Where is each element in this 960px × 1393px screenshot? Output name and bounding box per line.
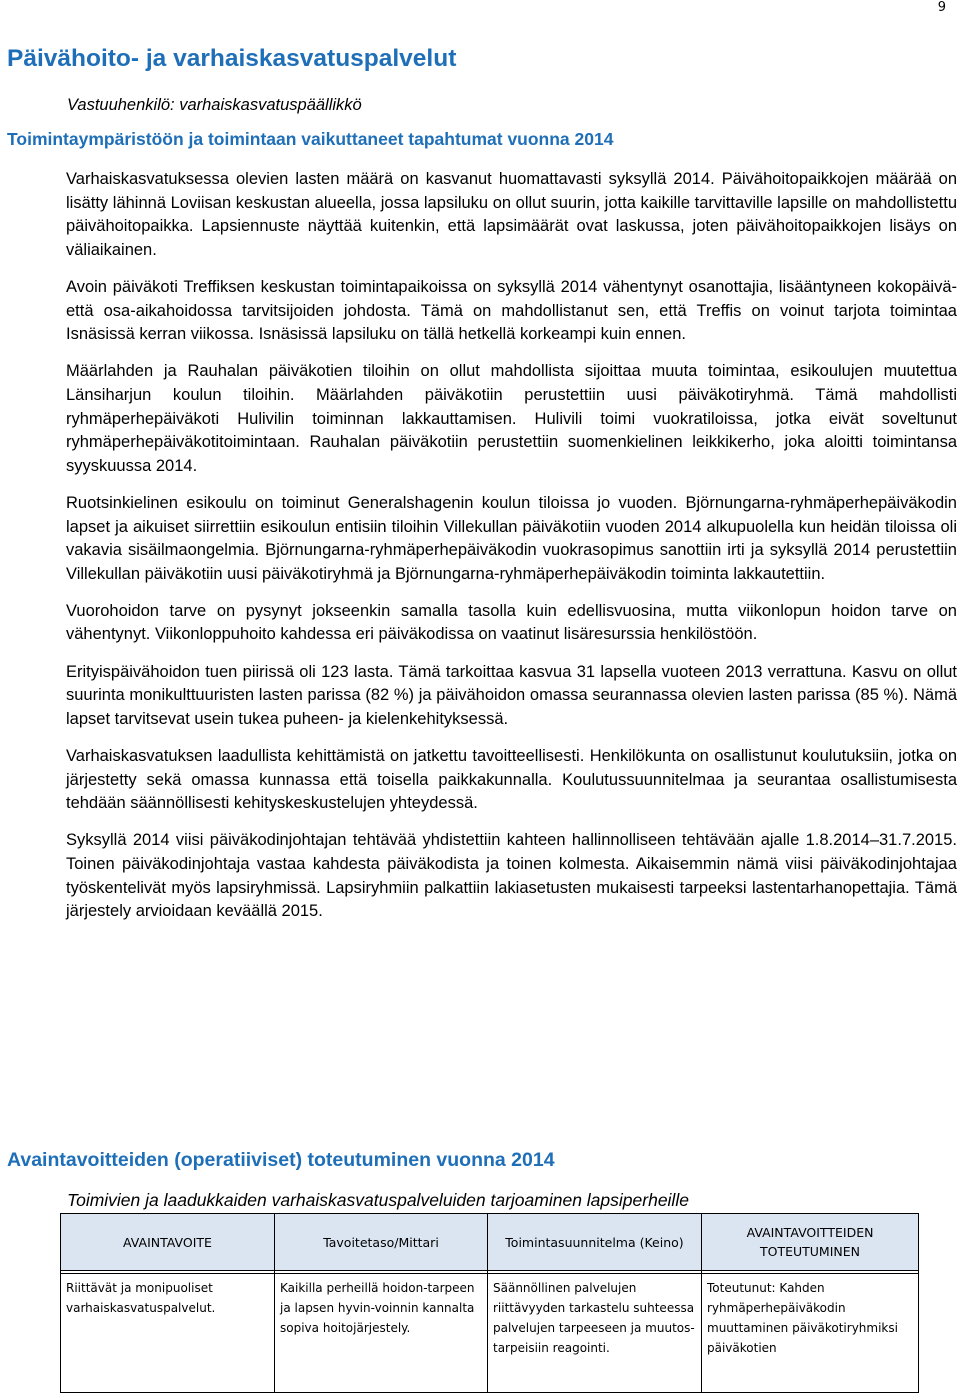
table-header-row (61, 1214, 919, 1271)
table-cell: Kaikilla perheillä hoidon-tarpeen ja lapsen hyvin-voinnin kannalta sopiva hoitojärjestely. (275, 1274, 488, 1393)
table-cell: Riittävät ja monipuoliset varhaiskasvatuspalvelut. (61, 1274, 275, 1393)
paragraph: Varhaiskasvatuksen laadullista kehittämistä on jatkettu tavoitteellisesti. Henkilökunta on osallistunut koulutuksiin, jotka on järjestetty sekä omassa kunnassa että toisella paikkakunnalla. Koulutussuunnitelmaa ja seurantaa osallistumisesta tehdään säännöllisesti kehityskeskustelujen yhteydessä. (66, 747, 957, 813)
table-cell: Toteutunut: Kahden ryhmäperhepäiväkodin muuttaminen päiväkotiryhmiksi päiväkotien (702, 1274, 919, 1393)
section-heading-environment: Toimintaympäristöön ja toimintaan vaikuttaneet tapahtumat vuonna 2014 (7, 129, 614, 149)
page-number: 9 (937, 0, 946, 15)
paragraph: Avoin päiväkoti Treffiksen keskustan toimintapaikoissa on syksyllä 2014 vähentynyt osanottajia, lisääntyneen kokopäivä- että osa-aikahoidossa tarvitsijoiden johdosta. Tämä on mahdollistanut sen, että Treffis on voinut tarjota toimintaa Isnäsissä kerran viikossa. Isnäsissä lapsiluku on tällä hetkellä korkeampi kuin ennen. (66, 277, 957, 344)
section-heading-goals: Avaintavoitteiden (operatiiviset) toteutuminen vuonna 2014 (7, 1149, 555, 1171)
table-cell: Säännöllinen palvelujen riittävyyden tarkastelu suhteessa palvelujen tarpeeseen ja muutos-tarpeisiin reagointi. (488, 1274, 702, 1393)
table-header-cell: AVAINTAVOITTEIDEN TOTEUTUMINEN (702, 1214, 919, 1271)
paragraph: Syksyllä 2014 viisi päiväkodinjohtajan tehtävää yhdistettiin kahteen hallinnolliseen tehtävään ajalle 1.8.2014–31.7.2015. Toinen päiväkodinjohtaja vastaa kahdesta päiväkodista ja toinen kolmesta. Aikaisemmin nämä viisi päiväkodinjohtajaa työskentelivät myös lapsiryhmissä. Lapsiryhmiin palkattiin lakiasetusten mukaisesti tarpeeksi lastentarhanopettajia. Tämä järjestely arvioidaan keväällä 2015. (66, 831, 957, 921)
table-row (61, 1274, 919, 1393)
section-subheading: Toimivien ja laadukkaiden varhaiskasvatuspalveluiden tarjoaminen lapsiperheille (67, 1190, 689, 1210)
paragraph: Erityispäivähoidon tuen piirissä oli 123 lasta. Tämä tarkoittaa kasvua 31 lapsella vuoteen 2013 verrattuna. Kasvu on ollut suurinta monikulttuuristen lasten parissa (82 %) ja päivähoidon omassa seurannassa olevien lasten parissa (85 %). Nämä lapset tarvitsevat usein tukea puheen- ja kielenkehityksessä. (66, 662, 957, 728)
table-header-cell: Tavoitetaso/Mittari (275, 1214, 488, 1271)
paragraph: Määrlahden ja Rauhalan päiväkotien tiloihin on ollut mahdollista sijoittaa muuta toimintaa, esikoulujen muutettua Länsiharjun koulun tiloihin. Määrlahden päiväkotiin perustettiin uusi päiväkotiryhmä. Tämä mahdollisti ryhmäperhepäiväkoti Hulivilin toiminnan lakkauttamisen. Hulivili toimi vuokratiloissa, jotka eivät soveltunut ryhmäperhepäiväkotitoimintaan. Rauhalan päiväkotiin perustettiin suomenkielinen leikkikerho, joka aloitti toimintansa syyskuussa 2014. (66, 362, 957, 475)
table-header-cell: AVAINTAVOITE (61, 1214, 275, 1271)
page-title: Päivähoito- ja varhaiskasvatuspalvelut (7, 45, 457, 72)
responsible-person: Vastuuhenkilö: varhaiskasvatuspäällikkö (67, 96, 362, 114)
paragraph: Ruotsinkielinen esikoulu on toiminut Generalshagenin koulun tiloissa jo vuoden. Björnungarna-ryhmäperhepäiväkodin lapset ja aikuiset siirrettiin esikoulun entisiin tiloihin Villekullan päiväkotiin vuoden 2014 alkupuolella kun heidän tiloissa oli vakavia sisäilmaongelmia. Björnungarna-ryhmäperhepäiväkodin vuokrasopimus sanottiin irti ja syksyllä 2014 perustettiin Villekullan päiväkotiin uusi päiväkotiryhmä ja Björnungarna-ryhmäperhepäiväkodin toiminta lakkautettiin. (66, 493, 957, 583)
paragraph: Varhaiskasvatuksessa olevien lasten määrä on kasvanut huomattavasti syksyllä 2014. Päivähoitopaikkojen määrää on lisätty lähinnä Loviisan keskustan alueella, jossa lapsiluku on ollut suurin, jotta kaikille tarvittaville lapsille on mahdollistettu päivähoitopaikka. Lapsiennuste näyttää kuitenkin, että lapsimäärät ovat laskussa, joten päivähoitopaikkojen lisäys on väliaikainen. (66, 170, 957, 259)
goals-table (60, 1213, 919, 1393)
paragraph: Vuorohoidon tarve on pysynyt jokseenkin samalla tasolla kuin edellisvuosina, mutta viikonlopun hoidon tarve on vähentynyt. Viikonloppuhoito kahdessa eri päiväkodissa on vaatinut lisäresurssia henkilöstöön. (66, 601, 957, 644)
body-text (66, 168, 957, 937)
table-header-cell: Toimintasuunnitelma (Keino) (488, 1214, 702, 1271)
